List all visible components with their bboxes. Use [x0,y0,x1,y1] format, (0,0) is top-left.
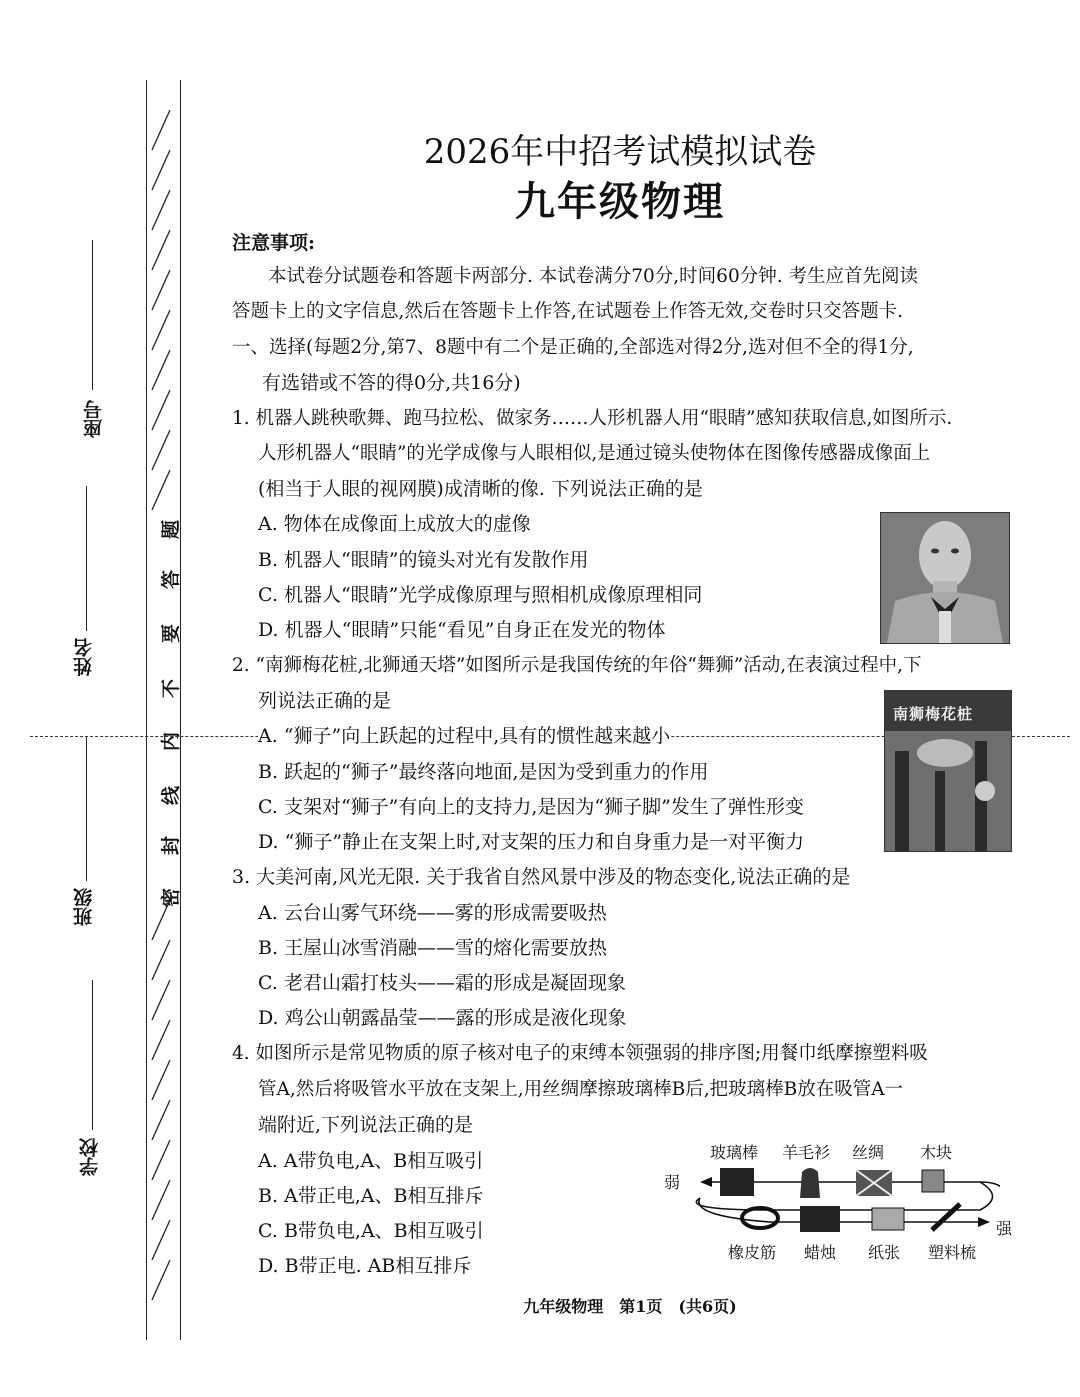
margin-line-right [180,80,181,1340]
diagram-weak-label: 弱 [664,1173,681,1192]
diagram-label: 塑料梳 [928,1243,977,1262]
diagram-label: 蜡烛 [804,1243,837,1262]
wool-sweater-icon [800,1168,820,1198]
seal-char: 要 [160,623,183,644]
plastic-comb-icon [932,1204,960,1230]
diagram-label: 橡皮筋 [728,1243,777,1262]
image-banner-text: 南狮梅花桩 [893,705,974,723]
option: C. 老君山霜打枝头——霜的形成是凝固现象 [258,972,626,994]
option: D. 机器人“眼睛”只能“看见”自身正在发光的物体 [258,619,666,641]
seal-char: 线 [160,785,183,806]
exam-title: 2026年中招考试模拟试卷 [423,132,817,172]
question-stem: 3. 大美河南,风光无限. 关于我省自然风景中涉及的物态变化,说法正确的是 [232,866,851,888]
seal-char: 密 [160,887,183,908]
option: B. 跃起的“狮子”最终落向地面,是因为受到重力的作用 [258,761,709,783]
question-stem: 管A,然后将吸管水平放在支架上,用丝绸摩擦玻璃棒B后,把玻璃棒B放在吸管A一 [258,1079,904,1100]
question-stem: 4. 如图所示是常见物质的原子核对电子的束缚本领强弱的排序图;用餐巾纸摩擦塑料吸 [232,1043,928,1064]
question-stem: (相当于人眼的视网膜)成清晰的像. 下列说法正确的是 [258,478,703,500]
seal-char: 答 [160,569,183,590]
school-label: 学校 [79,1138,101,1176]
option: B. 机器人“眼睛”的镜头对光有发散作用 [258,549,589,571]
seal-char: 封 [160,835,183,856]
option: A. “狮子”向上跃起的过程中,具有的惯性越来越小 [258,721,670,748]
option: C. B带负电,A、B相互吸引 [258,1220,484,1242]
notice-line: 答题卡上的文字信息,然后在答题卡上作答,在试题卷上作答无效,交卷时只交答题卡. [232,301,904,322]
diagram-label: 纸张 [868,1243,901,1262]
question-stem: 列说法正确的是 [258,690,392,712]
notice-heading: 注意事项: [232,232,316,254]
option: A. 物体在成像面上成放大的虚像 [258,513,531,535]
hatch-bottom [146,900,180,1300]
question-stem: 2. “南狮梅花桩,北狮通天塔”如图所示是我国传统的年俗“舞狮”活动,在表演过程中,下 [232,655,922,676]
option: B. 王屋山冰雪消融——雪的熔化需要放热 [258,937,608,959]
exam-subtitle: 九年级物理 [515,178,725,225]
seat-label: 座号 [83,400,105,438]
option: C. 支架对“狮子”有向上的支持力,是因为“狮子脚”发生了弹性形变 [258,796,804,818]
lion-dance-image [884,690,1012,852]
wood-block-icon [922,1170,944,1192]
name-label: 姓名 [73,638,95,676]
diagram-label: 玻璃棒 [710,1143,759,1162]
class-field[interactable] [86,736,87,881]
option: D. “狮子”静止在支架上时,对支架的压力和自身重力是一对平衡力 [258,831,805,853]
option: B. A带正电,A、B相互排斥 [258,1185,484,1207]
name-field[interactable] [86,486,87,631]
option: A. 云台山雾气环绕——雾的形成需要吸热 [258,902,607,924]
section-heading: 有选错或不答的得0分,共16分) [262,372,521,394]
option: D. B带正电. AB相互排斥 [258,1255,472,1277]
diagram-strong-label: 强 [996,1219,1013,1238]
robot-image [880,512,1010,644]
notice-line: 本试卷分试题卷和答题卡两部分. 本试卷满分70分,时间60分钟. 考生应首先阅读 [268,266,918,287]
class-label: 班级 [73,888,95,926]
seal-char: 不 [160,678,183,699]
option: D. 鸡公山朝露晶莹——露的形成是液化现象 [258,1007,627,1029]
option: C. 机器人“眼睛”光学成像原理与照相机成像原理相同 [258,584,703,606]
seal-char: 题 [160,519,183,540]
diagram-label: 丝绸 [852,1143,885,1162]
candle-icon [800,1206,840,1232]
option: A. A带负电,A、B相互吸引 [258,1150,484,1172]
question-stem: 人形机器人“眼睛”的光学成像与人眼相似,是通过镜头使物体在图像传感器成像面上 [258,443,931,464]
seat-field[interactable] [92,240,93,390]
diagram-label: 木块 [920,1143,953,1162]
section-heading: 一、选择(每题2分,第7、8题中有二个是正确的,全部选对得2分,选对但不全的得1分, [232,337,914,358]
paper-icon [872,1208,904,1230]
question-stem: 1. 机器人跳秧歌舞、跑马拉松、做家务……人形机器人用“眼睛”感知获取信息,如图所示. [232,408,953,429]
seal-char: 内 [160,731,183,752]
school-field[interactable] [92,980,93,1130]
glass-rod-icon [720,1168,754,1196]
diagram-label: 羊毛衫 [782,1143,831,1162]
rubber-band-icon [742,1208,778,1228]
page-footer: 九年级物理 第1页 (共6页) [523,1297,737,1316]
diagram-arrow [660,1160,1000,1240]
question-stem: 端附近,下列说法正确的是 [258,1114,474,1136]
